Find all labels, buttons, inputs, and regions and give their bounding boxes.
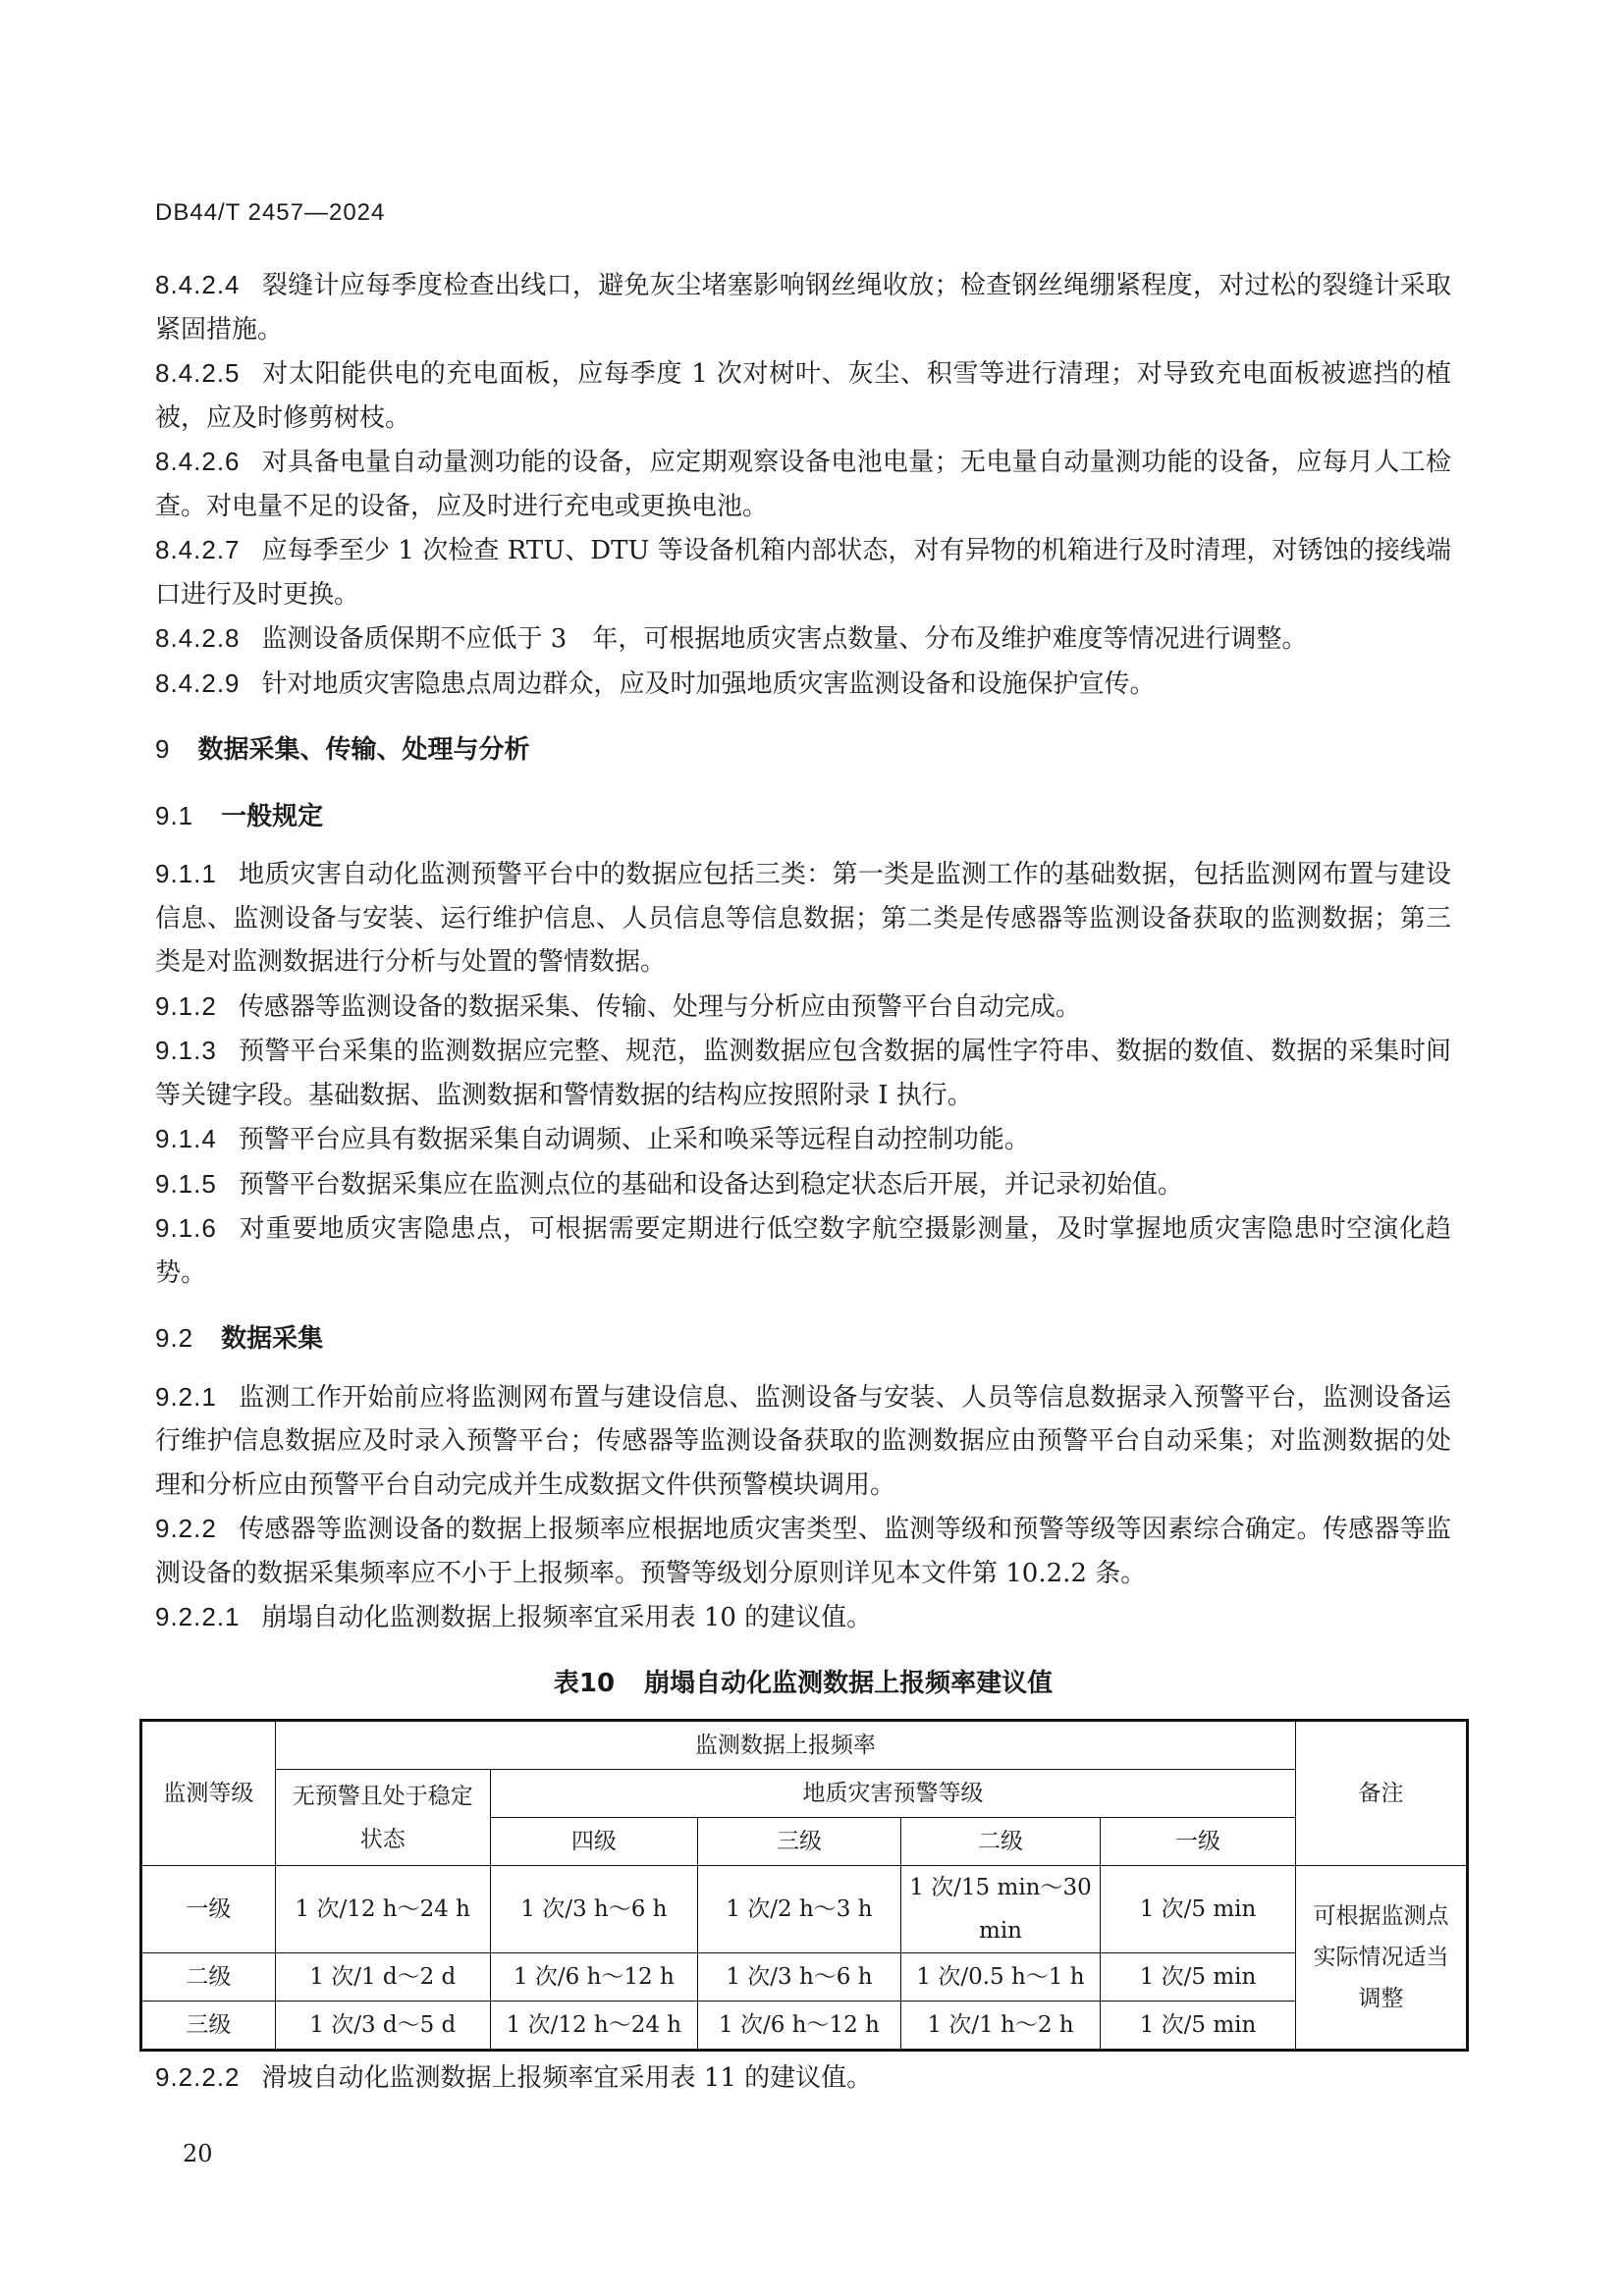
clause-9-1-4 <box>155 1117 1451 1162</box>
header-stable: 无预警且处于稳定状态 <box>275 1770 490 1866</box>
page-number: 20 <box>183 2140 213 2167</box>
header-warning-2: 二级 <box>900 1818 1100 1866</box>
clause-8-4-2-8 <box>155 616 1451 662</box>
table-header-row <box>141 1770 1468 1818</box>
cell-level: 一级 <box>141 1866 276 1953</box>
clause-9-2-2-2 <box>155 2056 1451 2101</box>
section-9-heading <box>155 727 1451 773</box>
clause-number: 8.4.2.7 <box>155 535 241 564</box>
table-row <box>141 1953 1468 2002</box>
clause-number: 9.1.5 <box>155 1168 217 1199</box>
page-content <box>155 263 1451 2101</box>
clause-number: 9.1.1 <box>155 859 217 888</box>
clause-number: 8.4.2.8 <box>155 623 241 653</box>
clause-text: 应每季至少 1 次检查 RTU、DTU 等设备机箱内部状态，对有异物的机箱进行及时清理，对锈蚀的接线端口进行及时更换。 <box>155 536 1451 610</box>
cell-stable: 1 次/12 h～24 h <box>275 1866 490 1953</box>
cell-w4: 1 次/6 h～12 h <box>490 1953 697 2002</box>
table-row <box>141 1866 1468 1953</box>
header-report-frequency: 监测数据上报频率 <box>275 1721 1295 1770</box>
clause-9-2-2-1 <box>155 1595 1451 1640</box>
header-monitoring-level: 监测等级 <box>141 1721 276 1866</box>
section-9-2-heading <box>155 1316 1451 1362</box>
clause-number: 9.1.6 <box>155 1213 217 1243</box>
clause-text: 针对地质灾害隐患点周边群众，应及时加强地质灾害监测设备和设施保护宣传。 <box>261 668 1156 699</box>
section-9-1-heading <box>155 794 1451 839</box>
clause-text: 滑坡自动化监测数据上报频率宜采用表 11 的建议值。 <box>261 2063 873 2093</box>
clause-text: 监测工作开始前应将监测网布置与建设信息、监测设备与安装、人员等信息数据录入预警平台，监测设备运行维护信息数据应及时录入预警平台；传感器等监测设备获取的监测数据应由预警平台自动采集；对监测数据的处理和分析应由预警平台自动完成并生成数据文件供预警模块调用。 <box>155 1382 1451 1500</box>
header-warning-4: 四级 <box>490 1818 697 1866</box>
cell-level: 二级 <box>141 1953 276 2002</box>
table-header-row <box>141 1721 1468 1770</box>
clause-9-1-6 <box>155 1206 1451 1295</box>
cell-w1: 1 次/5 min <box>1101 1953 1296 2002</box>
cell-w2: 1 次/1 h～2 h <box>900 2002 1100 2051</box>
clause-text: 崩塌自动化监测数据上报频率宜采用表 10 的建议值。 <box>261 1603 873 1632</box>
clause-9-1-2 <box>155 985 1451 1030</box>
clause-9-1-3 <box>155 1029 1451 1117</box>
section-number: 9.2 <box>155 1323 194 1353</box>
cell-w3: 1 次/2 h～3 h <box>697 1866 900 1953</box>
cell-level: 三级 <box>141 2002 276 2051</box>
table-caption-number: 表10 <box>553 1668 616 1698</box>
clause-8-4-2-7 <box>155 528 1451 616</box>
clause-8-4-2-4 <box>155 263 1451 351</box>
header-warning-3: 三级 <box>697 1818 900 1866</box>
section-number: 9 <box>155 734 171 764</box>
table-row <box>141 2002 1468 2051</box>
clause-text: 地质灾害自动化监测预警平台中的数据应包括三类：第一类是监测工作的基础数据，包括监测网布置与建设信息、监测设备与安装、运行维护信息、人员信息等信息数据；第二类是传感器等监测设备获取的监测数据；第三类是对监测数据进行分析与处置的警情数据。 <box>155 860 1451 977</box>
clause-8-4-2-9 <box>155 662 1451 707</box>
cell-stable: 1 次/3 d～5 d <box>275 2002 490 2051</box>
clause-number: 9.1.3 <box>155 1036 217 1065</box>
section-number: 9.1 <box>155 800 194 830</box>
clause-text: 监测设备质保期不应低于 3 年，可根据地质灾害点数量、分布及维护难度等情况进行调整。 <box>261 624 1308 654</box>
clause-9-1-1 <box>155 852 1451 985</box>
clause-text: 预警平台采集的监测数据应完整、规范，监测数据应包含数据的属性字符串、数据的数值、数据的采集时间等关键字段。基础数据、监测数据和警情数据的结构应按照附录 I 执行。 <box>155 1037 1451 1110</box>
table-caption <box>155 1662 1451 1706</box>
clause-number: 9.2.2.1 <box>155 1602 241 1631</box>
header-remark: 备注 <box>1296 1721 1468 1866</box>
clause-text: 传感器等监测设备的数据采集、传输、处理与分析应由预警平台自动完成。 <box>238 991 1081 1022</box>
clause-number: 8.4.2.6 <box>155 447 241 476</box>
section-title: 数据采集 <box>221 1324 324 1354</box>
header-warning-1: 一级 <box>1101 1818 1296 1866</box>
clause-8-4-2-5 <box>155 351 1451 440</box>
clause-number: 9.1.2 <box>155 990 217 1021</box>
cell-w3: 1 次/6 h～12 h <box>697 2002 900 2051</box>
cell-remark: 可根据监测点实际情况适当调整 <box>1296 1866 1468 2051</box>
clause-number: 9.2.1 <box>155 1381 217 1412</box>
clause-text: 传感器等监测设备的数据上报频率应根据地质灾害类型、监测等级和预警等级等因素综合确定。传感器等监测设备的数据采集频率应不小于上报频率。预警等级划分原则详见本文件第 10.2.2 条。 <box>155 1515 1451 1588</box>
clause-text: 预警平台数据采集应在监测点位的基础和设备达到稳定状态后开展，并记录初始值。 <box>238 1169 1183 1200</box>
clause-text: 裂缝计应每季度检查出线口，避免灰尘堵塞影响钢丝绳收放；检查钢丝绳绷紧程度，对过松的裂缝计采取紧固措施。 <box>155 271 1451 345</box>
document-code: DB44/T 2457—2024 <box>155 199 386 226</box>
clause-number: 8.4.2.5 <box>155 358 241 388</box>
clause-text: 对具备电量自动量测功能的设备，应定期观察设备电池电量；无电量自动量测功能的设备，应每月人工检查。对电量不足的设备，应及时进行充电或更换电池。 <box>155 448 1451 521</box>
cell-w1: 1 次/5 min <box>1101 2002 1296 2051</box>
cell-w4: 1 次/3 h～6 h <box>490 1866 697 1953</box>
clause-8-4-2-6 <box>155 440 1451 528</box>
clause-9-2-1 <box>155 1375 1451 1508</box>
cell-stable: 1 次/1 d～2 d <box>275 1953 490 2002</box>
section-title: 一般规定 <box>221 801 324 831</box>
cell-w1: 1 次/5 min <box>1101 1866 1296 1953</box>
clause-number: 8.4.2.9 <box>155 667 241 698</box>
cell-w3: 1 次/3 h～6 h <box>697 1953 900 2002</box>
clause-9-1-5 <box>155 1162 1451 1207</box>
clause-9-2-2 <box>155 1507 1451 1595</box>
cell-w2: 1 次/0.5 h～1 h <box>900 1953 1100 2002</box>
frequency-table <box>139 1719 1469 2052</box>
header-warning-level: 地质灾害预警等级 <box>490 1770 1295 1818</box>
clause-number: 9.1.4 <box>155 1124 217 1153</box>
clause-text: 预警平台应具有数据采集自动调频、止采和唤采等远程自动控制功能。 <box>238 1125 1030 1154</box>
table-caption-title: 崩塌自动化监测数据上报频率建议值 <box>644 1668 1054 1698</box>
section-title: 数据采集、传输、处理与分析 <box>197 735 530 765</box>
cell-w4: 1 次/12 h～24 h <box>490 2002 697 2051</box>
cell-w2: 1 次/15 min～30 min <box>900 1866 1100 1953</box>
clause-text: 对重要地质灾害隐患点，可根据需要定期进行低空数字航空摄影测量，及时掌握地质灾害隐患时空演化趋势。 <box>155 1214 1451 1288</box>
clause-number: 8.4.2.4 <box>155 270 241 299</box>
clause-number: 9.2.2.2 <box>155 2062 241 2092</box>
clause-text: 对太阳能供电的充电面板，应每季度 1 次对树叶、灰尘、积雪等进行清理；对导致充电面板被遮挡的植被，应及时修剪树枝。 <box>155 359 1451 433</box>
clause-number: 9.2.2 <box>155 1514 217 1543</box>
